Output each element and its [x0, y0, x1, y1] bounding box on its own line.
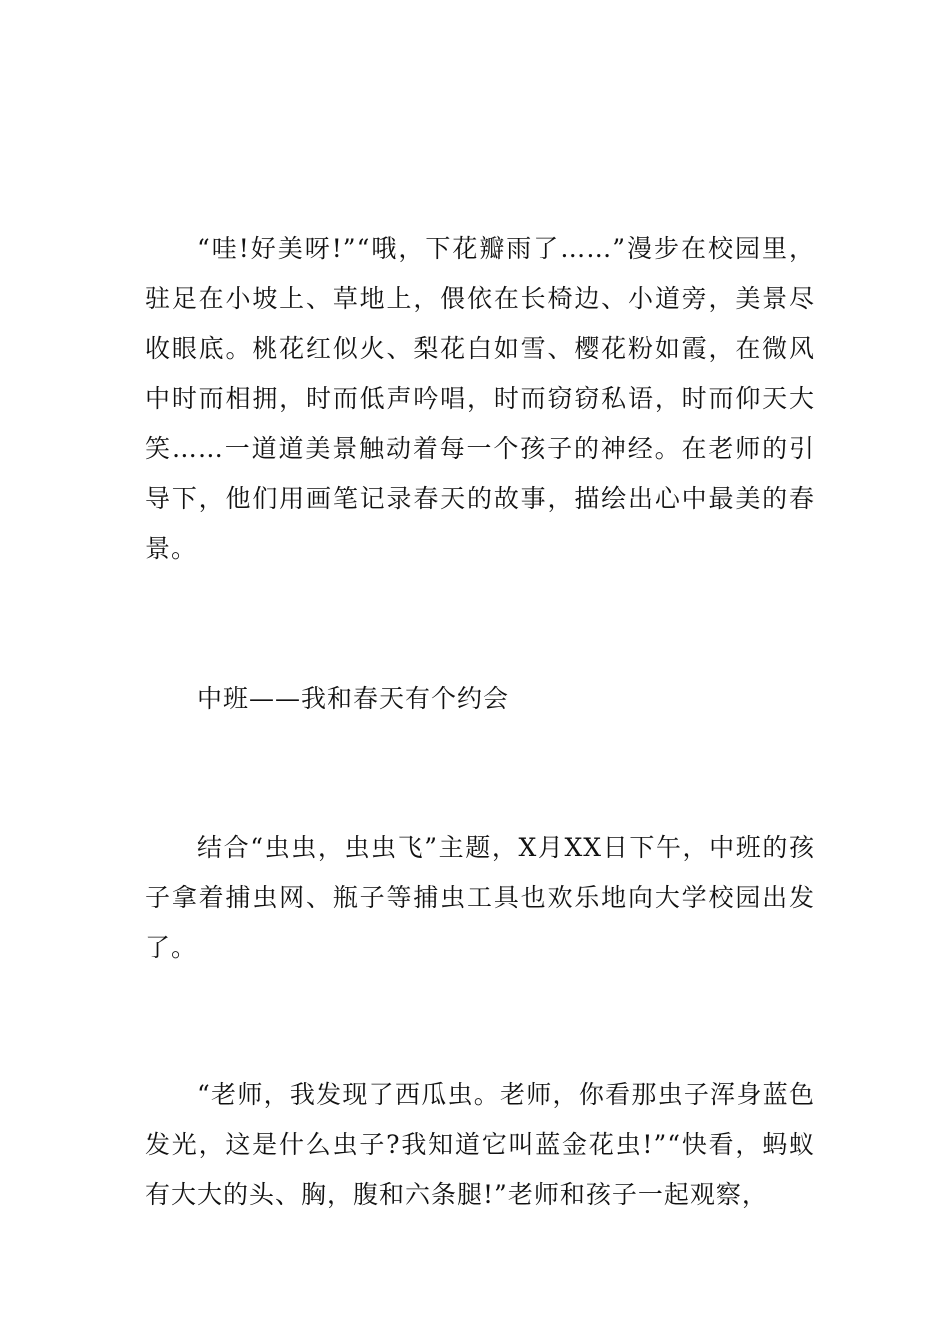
paragraph-bug-theme: 结合“虫虫，虫虫飞”主题，X月XX日下午，中班的孩子拿着捕虫网、瓶子等捕虫工具也欢乐地向大学校园出发了。 — [145, 833, 815, 962]
section-heading-middle-class: 中班——我和春天有个约会 — [197, 684, 510, 713]
paragraph-bug-observation: “老师，我发现了西瓜虫。老师，你看那虫子浑身蓝色发光，这是什么虫子?我知道它叫蓝金花虫!”“快看，蚂蚁有大大的头、胸，腹和六条腿!”老师和孩子一起观察， — [145, 1080, 815, 1209]
paragraph-spring-scenery: “哇!好美呀!”“哦，下花瓣雨了……”漫步在校园里，驻足在小坡上、草地上，偎依在长椅边、小道旁，美景尽收眼底。桃花红似火、梨花白如雪、樱花粉如霞，在微风中时而相拥，时而低声吟唱，时而窃窃私语，时而仰天大笑……一道道美景触动着每一个孩子的神经。在老师的引导下，他们用画笔记录春天的故事，描绘出心中最美的春景。 — [145, 234, 815, 563]
